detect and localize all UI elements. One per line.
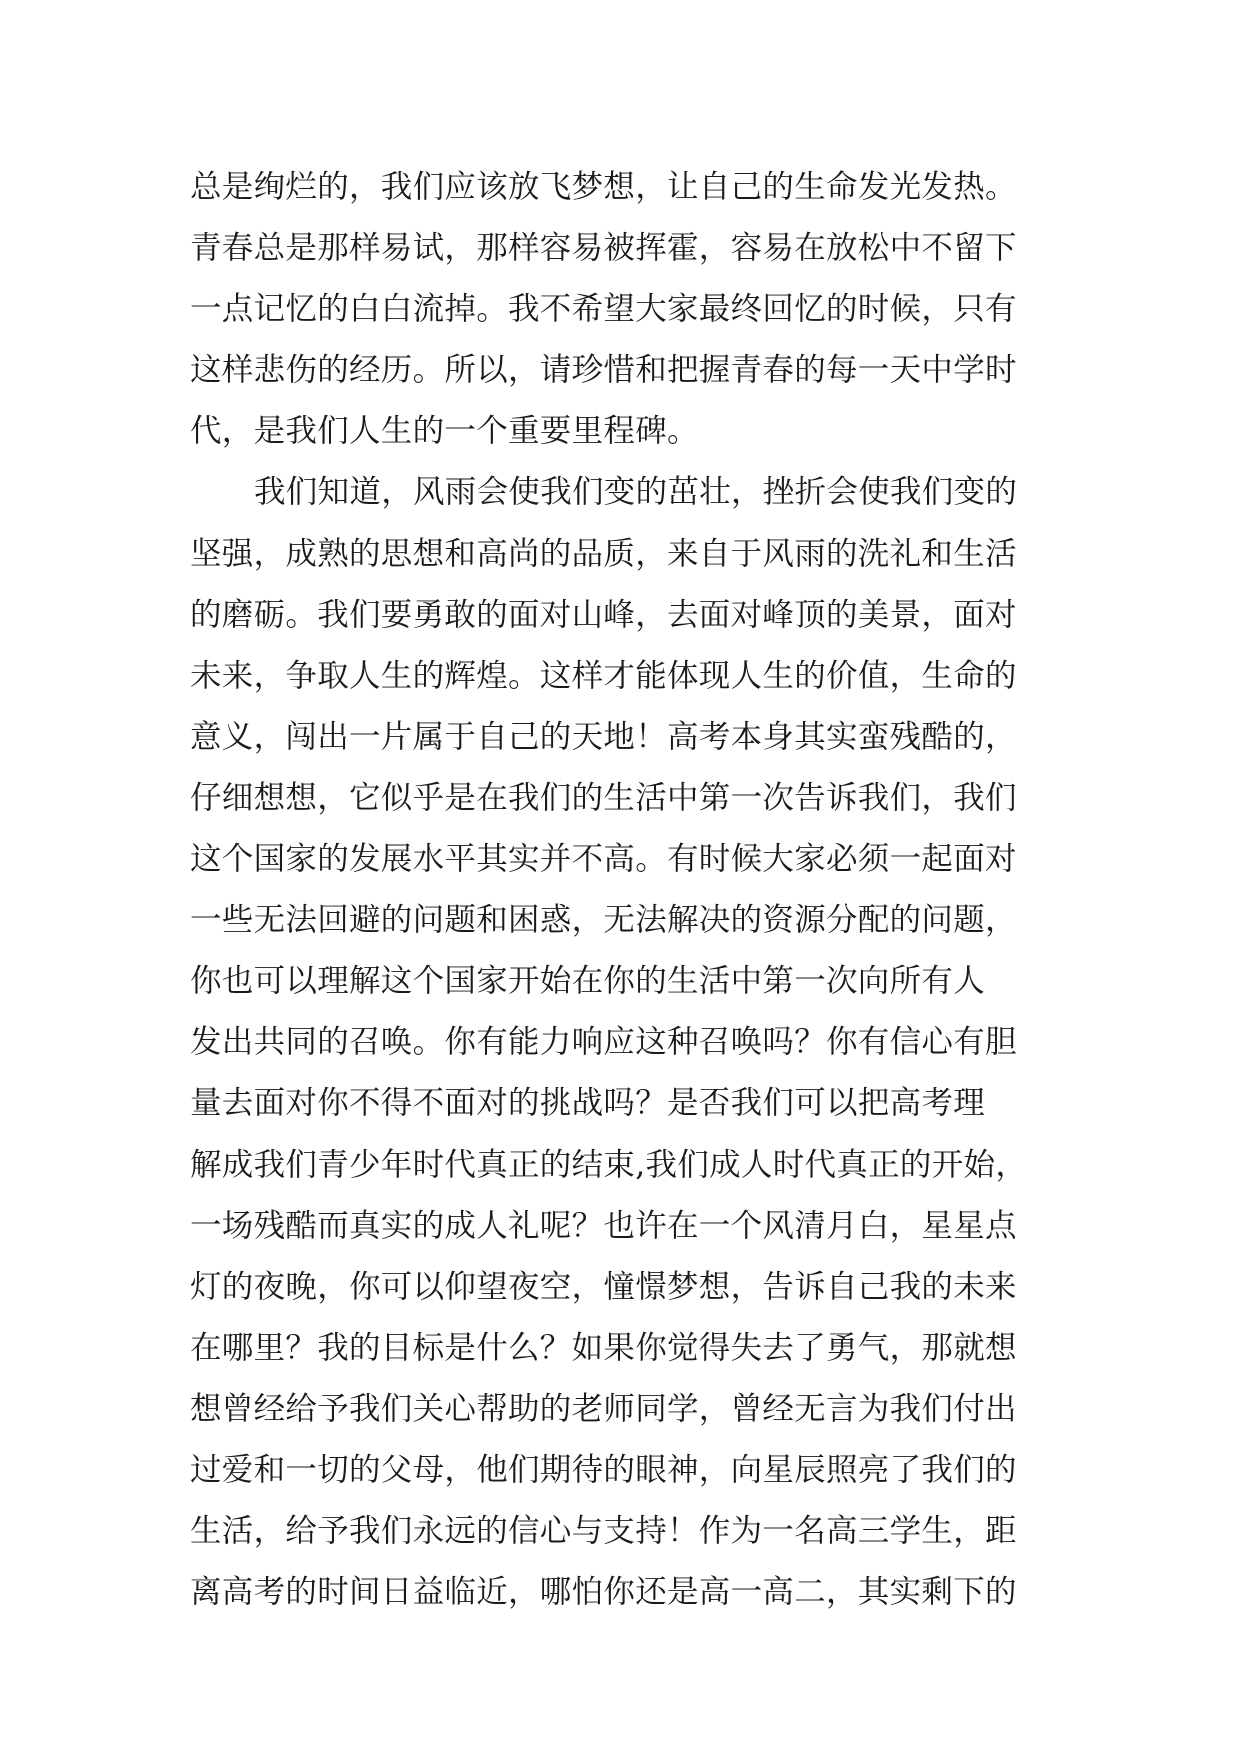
text-line: 灯的夜晚，你可以仰望夜空，憧憬梦想，告诉自己我的未来	[190, 1268, 1017, 1305]
text-line: 未来，争取人生的辉煌。这样才能体现人生的价值，生命的	[190, 657, 1017, 694]
text-line: 你也可以理解这个国家开始在你的生活中第一次向所有人	[190, 963, 986, 1000]
text-line: 的磨砺。我们要勇敢的面对山峰，去面对峰顶的美景，面对	[190, 596, 1017, 633]
text-line: 量去面对你不得不面对的挑战吗？是否我们可以把高考理	[190, 1085, 986, 1122]
text-line: 一些无法回避的问题和困惑，无法解决的资源分配的问题，	[190, 902, 1017, 939]
text-line: 这样悲伤的经历。所以，请珍惜和把握青春的每一天中学时	[190, 352, 1017, 389]
document-body	[190, 157, 1070, 1623]
text-line: 解成我们青少年时代真正的结束,我们成人时代真正的开始，	[190, 1146, 1028, 1183]
text-line: 意义，闯出一片属于自己的天地！高考本身其实蛮残酷的，	[190, 718, 1017, 755]
text-line: 发出共同的召唤。你有能力响应这种召唤吗？你有信心有胆	[190, 1024, 1017, 1061]
text-line: 生活，给予我们永远的信心与支持！作为一名高三学生，距	[190, 1513, 1017, 1550]
text-line: 一点记忆的白白流掉。我不希望大家最终回忆的时候，只有	[190, 291, 1017, 328]
text-line: 这个国家的发展水平其实并不高。有时候大家必须一起面对	[190, 841, 1017, 878]
text-line: 仔细想想，它似乎是在我们的生活中第一次告诉我们，我们	[190, 779, 1017, 816]
paragraph-first-line: 我们知道，风雨会使我们变的茁壮，挫折会使我们变的	[254, 474, 1018, 511]
text-line: 离高考的时间日益临近，哪怕你还是高一高二，其实剩下的	[190, 1574, 1017, 1611]
text-line: 青春总是那样易试，那样容易被挥霍，容易在放松中不留下	[190, 230, 1017, 267]
text-line: 坚强，成熟的思想和高尚的品质，来自于风雨的洗礼和生活	[190, 535, 1017, 572]
text-line: 在哪里？我的目标是什么？如果你觉得失去了勇气，那就想	[190, 1329, 1017, 1366]
text-line: 总是绚烂的，我们应该放飞梦想，让自己的生命发光发热。	[190, 169, 1017, 205]
text-line: 过爱和一切的父母，他们期待的眼神，向星辰照亮了我们的	[190, 1451, 1017, 1488]
text-line: 代，是我们人生的一个重要里程碑。	[190, 413, 699, 450]
text-line: 一场残酷而真实的成人礼呢？也许在一个风清月白，星星点	[190, 1207, 1017, 1244]
text-line: 想曾经给予我们关心帮助的老师同学，曾经无言为我们付出	[190, 1390, 1017, 1427]
